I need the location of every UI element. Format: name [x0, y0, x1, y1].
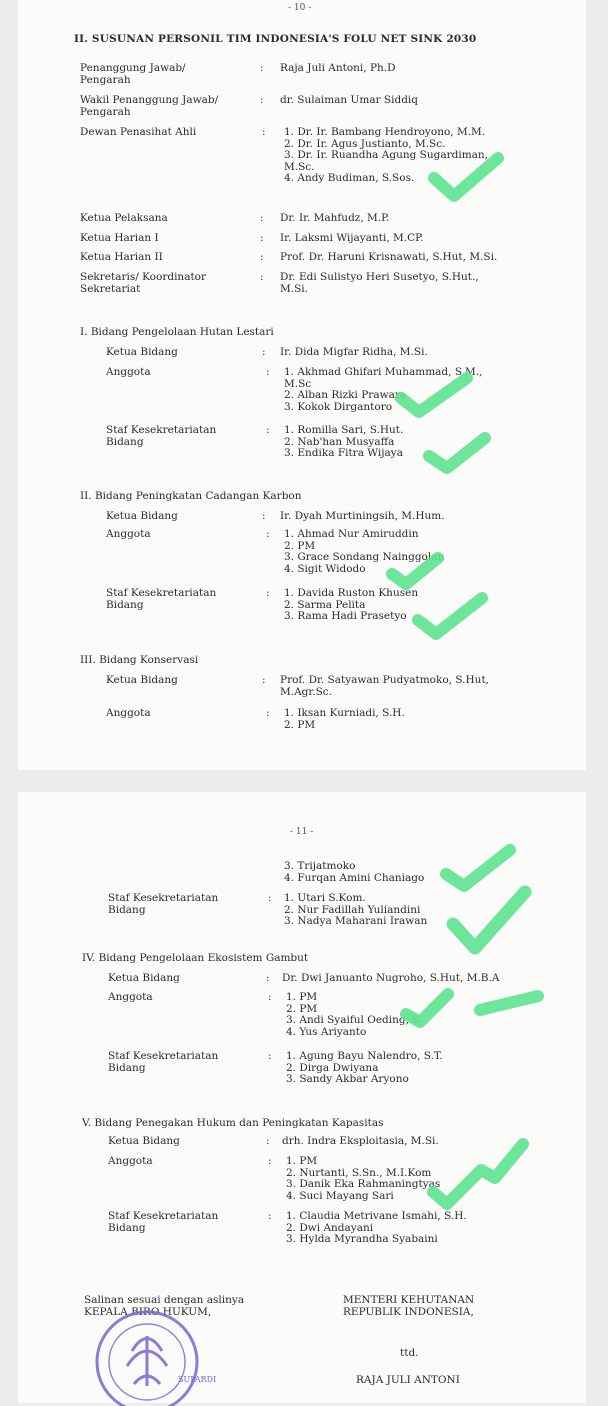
section-title-1: I. Bidang Pengelolaan Hutan Lestari: [80, 326, 274, 338]
section-heading: II. SUSUNAN PERSONIL TIM INDONESIA'S FOLU NET SINK 2030: [74, 33, 477, 45]
page-number: - 11 -: [290, 827, 314, 837]
green-check-icon: [423, 1134, 533, 1214]
ketua-label: Ketua Bidang: [106, 510, 178, 522]
anggota-list: 1. PM 2. PM 3. Andi Syaiful Oeding, S. 4. Yus Ariyanto: [286, 991, 423, 1038]
anggota-list: 1. Iksan Kurniadi, S.H. 2. PM: [284, 707, 405, 731]
anggota-label: Anggota: [108, 991, 153, 1003]
staf-list: 1. Claudia Metrivane Ismahi, S.H. 2. Dwi Andayani 3. Hylda Myrandha Syabaini: [286, 1210, 467, 1245]
section-title-4: IV. Bidang Pengelolaan Ekosistem Gambut: [82, 952, 309, 964]
row-label-penanggung-jawab: Penanggung Jawab/ Pengarah: [80, 62, 186, 86]
green-check-icon: [428, 148, 506, 206]
row-value-ketua-pelaksana: Dr. Ir. Mahfudz, M.P.: [280, 212, 390, 224]
colon: :: [260, 62, 264, 74]
row-label-ketua-harian-1: Ketua Harian I: [80, 232, 159, 244]
staf-label: Staf Kesekretariatan Bidang: [108, 892, 219, 916]
anggota-list: 1. Ahmad Nur Amiruddin 2. PM 3. Grace Sondang Nainggolan 4. Sigit Widodo: [284, 528, 445, 575]
anggota-list: 1. PM 2. Nurtanti, S.Sn., M.I.Kom 3. Danik Eka Rahmaningtyas 4. Suci Mayang Sari: [286, 1155, 441, 1202]
colon: :: [268, 1155, 272, 1167]
colon: :: [260, 271, 264, 283]
staf-list: 1. Utari S.Kom. 2. Nur Fadillah Yuliandini 3. Nadya Maharani Irawan: [284, 892, 428, 927]
staf-list: 1. Davida Ruston Khusen 2. Sarma Pelita 3. Rama Hadi Prasetyo: [284, 587, 419, 622]
document-page-11: [18, 792, 586, 1403]
colon: :: [268, 1050, 272, 1062]
section-title-3: III. Bidang Konservasi: [80, 654, 199, 666]
colon: :: [266, 366, 270, 378]
signer-name: RAJA JULI ANTONI: [356, 1374, 460, 1386]
row-value-ketua-harian-2: Prof. Dr. Haruni Krisnawati, S.Hut, M.Si.: [280, 251, 498, 263]
ketua-value: Ir. Dida Migfar Ridha, M.Si.: [280, 346, 428, 358]
row-value-penanggung-jawab: Raja Juli Antoni, Ph.D: [280, 62, 396, 74]
document-page-10: [18, 0, 586, 770]
green-check-icon: [386, 548, 446, 592]
green-check-icon: [410, 588, 490, 644]
staf-label: Staf Kesekretariatan Bidang: [106, 587, 217, 611]
official-seal-icon: [92, 1306, 212, 1406]
ketua-label: Ketua Bidang: [106, 346, 178, 358]
green-check-icon: [443, 880, 533, 960]
colon: :: [266, 707, 270, 719]
ketua-label: Ketua Bidang: [108, 1135, 180, 1147]
ttd-mark: ttd.: [400, 1347, 419, 1359]
anggota-list-continued: 3. Trijatmoko 4. Furqan Amini Chaniago: [284, 860, 425, 884]
colon: :: [260, 251, 264, 263]
ketua-label: Ketua Bidang: [108, 972, 180, 984]
colon: :: [260, 94, 264, 106]
staf-list: 1. Romilla Sari, S.Hut. 2. Nab'han Musyaffa 3. Endika Fitra Wijaya: [284, 424, 404, 459]
green-check-icon: [398, 980, 548, 1030]
stamp-name: SUPARDI: [178, 1375, 217, 1384]
ketua-label: Ketua Bidang: [106, 674, 178, 686]
row-label-sekretaris: Sekretaris/ Koordinator Sekretariat: [80, 271, 207, 295]
row-label-dewan: Dewan Penasihat Ahli: [80, 126, 197, 138]
colon: :: [266, 1135, 270, 1147]
colon: :: [262, 510, 266, 522]
colon: :: [262, 346, 266, 358]
section-title-2: II. Bidang Peningkatan Cadangan Karbon: [80, 490, 302, 502]
anggota-list: 1. Akhmad Ghifari Muhammad, S.M., M.Sc 2. Alban Rizki Prawara 3. Kokok Dirgantoro: [284, 366, 483, 413]
page-number: - 10 -: [288, 3, 312, 13]
anggota-label: Anggota: [106, 366, 151, 378]
ketua-value: Prof. Dr. Satyawan Pudyatmoko, S.Hut, M.Agr.Sc.: [280, 674, 489, 698]
colon: :: [260, 212, 264, 224]
section-title-5: V. Bidang Penegakan Hukum dan Peningkatan Kapasitas: [82, 1117, 384, 1129]
colon: :: [266, 972, 270, 984]
ketua-value: Dr. Dwi Januanto Nugroho, S.Hut, M.B.A: [282, 972, 500, 984]
staf-label: Staf Kesekretariatan Bidang: [108, 1210, 219, 1234]
row-value-ketua-harian-1: Ir. Laksmi Wijayanti, M.CP.: [280, 232, 424, 244]
colon: :: [266, 528, 270, 540]
colon: :: [268, 991, 272, 1003]
footer-left-signature-block: Salinan sesuai dengan aslinya KEPALA BIRO HUKUM,: [84, 1294, 245, 1318]
colon: :: [268, 1210, 272, 1222]
green-check-icon: [393, 368, 475, 422]
anggota-label: Anggota: [106, 528, 151, 540]
colon: :: [266, 424, 270, 436]
row-value-wakil: dr. Sulaiman Umar Siddiq: [280, 94, 419, 106]
row-label-ketua-pelaksana: Ketua Pelaksana: [80, 212, 168, 224]
colon: :: [266, 587, 270, 599]
footer-right-signature-block: MENTERI KEHUTANAN REPUBLIK INDONESIA,: [343, 1294, 475, 1318]
ketua-value: Ir. Dyah Murtiningsih, M.Hum.: [280, 510, 445, 522]
colon: :: [262, 126, 266, 138]
staf-label: Staf Kesekretariatan Bidang: [108, 1050, 219, 1074]
row-label-wakil: Wakil Penanggung Jawab/ Pengarah: [80, 94, 219, 118]
row-label-ketua-harian-2: Ketua Harian II: [80, 251, 163, 263]
anggota-label: Anggota: [108, 1155, 153, 1167]
staf-list: 1. Agung Bayu Nalendro, S.T. 2. Dirga Dwiyana 3. Sandy Akbar Aryono: [286, 1050, 443, 1085]
colon: :: [268, 892, 272, 904]
row-value-dewan: 1. Dr. Ir. Bambang Hendroyono, M.M. 2. Dr. Ir. Agus Justianto, M.Sc. 3. Dr. Ir. Ruandha Agung Sugardiman, M.Sc. 4. Andy Budiman, S.Sos.: [284, 126, 489, 184]
staf-label: Staf Kesekretariatan Bidang: [106, 424, 217, 448]
row-value-sekretaris: Dr. Edi Sulistyo Heri Susetyo, S.Hut., M.Si.: [280, 271, 479, 295]
ketua-value: drh. Indra Eksploitasia, M.Si.: [282, 1135, 439, 1147]
green-check-icon: [423, 428, 493, 476]
anggota-label: Anggota: [106, 707, 151, 719]
colon: :: [260, 232, 264, 244]
colon: :: [262, 674, 266, 686]
